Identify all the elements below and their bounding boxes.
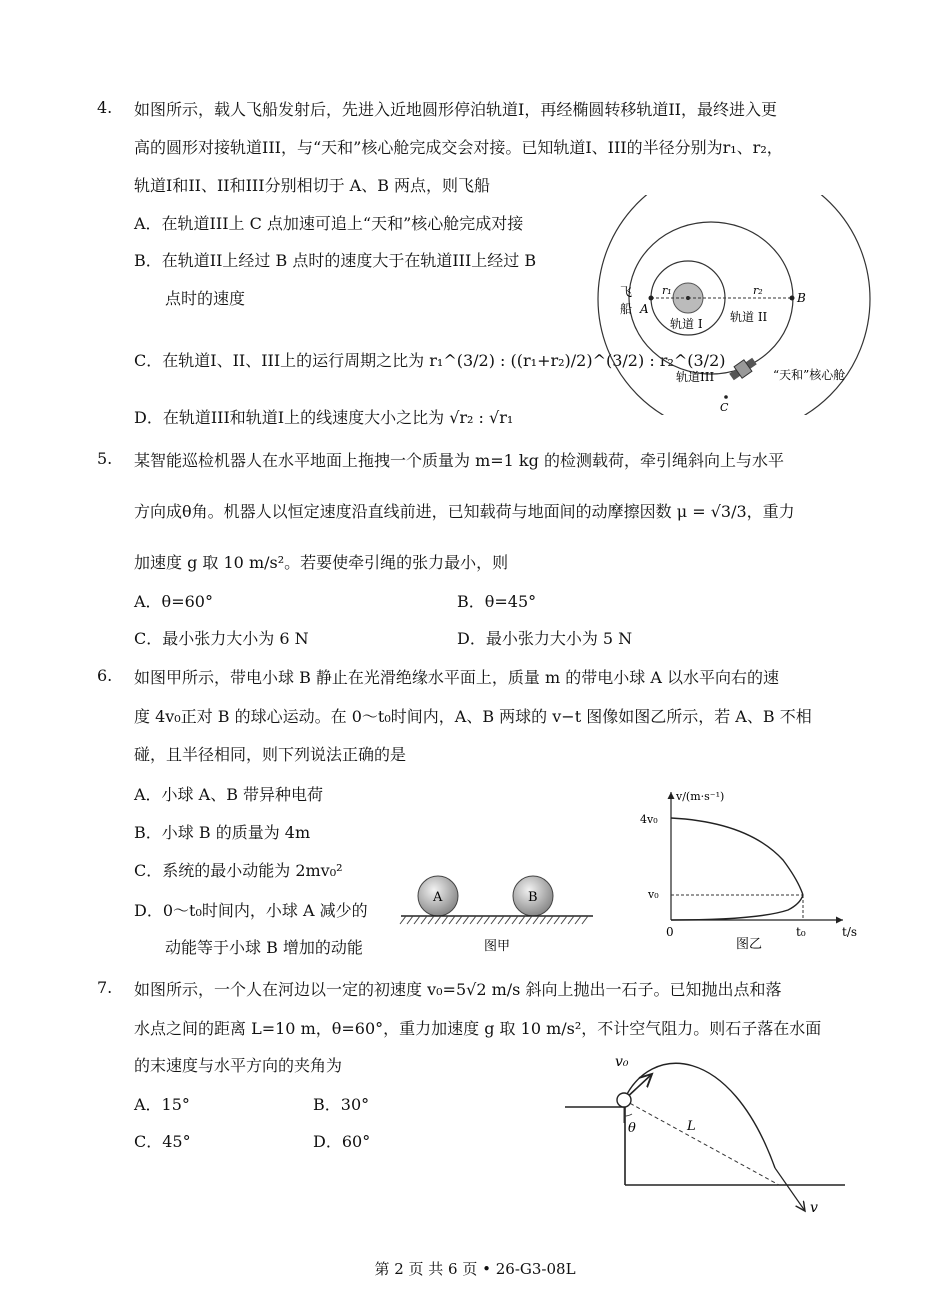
q6-figure-jia bbox=[398, 858, 598, 958]
yi-y-top: 4v₀ bbox=[640, 813, 658, 826]
final-velocity-arrow bbox=[775, 1168, 805, 1211]
q4-number: 4. bbox=[97, 98, 113, 117]
q7-stem-line-1: 如图所示，一个人在河边以一定的初速度 v₀=5√2 m/s 斜向上抛出一石子。已知抛出点和落 bbox=[134, 980, 782, 999]
q6-option-a: A．小球 A、B 带异种电荷 bbox=[134, 785, 324, 804]
label-r1: r₁ bbox=[662, 284, 672, 297]
page-footer: 第 2 页 共 6 页 • 26-G3-08L bbox=[374, 1260, 576, 1278]
q6-figure-yi bbox=[628, 780, 868, 960]
caption-yi: 图乙 bbox=[736, 937, 763, 952]
q6-option-d-cont: 动能等于小球 B 增加的动能 bbox=[165, 938, 363, 957]
q6-option-c: C．系统的最小动能为 2mv₀² bbox=[134, 861, 343, 880]
label-ship-2: 船 bbox=[620, 302, 633, 316]
q5-option-b: B．θ=45° bbox=[457, 592, 537, 611]
q5-stem-line-2: 方向成θ角。机器人以恒定速度沿直线前进，已知载荷与地面间的动摩擦因数 μ = √3/3，重力 bbox=[134, 502, 795, 521]
q7-projectile-figure bbox=[560, 1048, 860, 1223]
label-l: L bbox=[687, 1119, 696, 1134]
q5-option-d: D．最小张力大小为 5 N bbox=[457, 629, 633, 648]
q5-option-c: C．最小张力大小为 6 N bbox=[134, 629, 309, 648]
label-orbit-iii: 轨道III bbox=[676, 370, 715, 384]
q7-option-c: C．45° bbox=[134, 1132, 191, 1151]
label-b: B bbox=[797, 291, 806, 305]
label-v: v bbox=[810, 1200, 818, 1216]
q4-stem-line-2: 高的圆形对接轨道III，与“天和”核心舱完成交会对接。已知轨道I、III的半径分别为r₁、r₂， bbox=[134, 138, 783, 157]
q4-stem-line-3: 轨道I和II、II和III分别相切于 A、B 两点，则飞船 bbox=[134, 176, 491, 195]
q4-option-a: A．在轨道III上 C 点加速可追上“天和”核心舱完成对接 bbox=[134, 214, 524, 233]
curve-ball-a bbox=[671, 818, 803, 895]
label-v0: v₀ bbox=[615, 1054, 629, 1070]
q4-option-b-cont: 点时的速度 bbox=[165, 289, 246, 308]
q7-stem-line-2: 水点之间的距离 L=10 m，θ=60°，重力加速度 g 取 10 m/s²，不计空气阻力。则石子落在水面 bbox=[134, 1019, 822, 1038]
q7-stem-line-3: 的末速度与水平方向的夹角为 bbox=[134, 1056, 343, 1075]
label-orbit-i: 轨道 I bbox=[670, 317, 703, 331]
q6-stem-line-2: 度 4v₀正对 B 的球心运动。在 0～t₀时间内，A、B 两球的 v−t 图像如图乙所示，若 A、B 不相 bbox=[134, 707, 812, 726]
q5-number: 5. bbox=[97, 449, 113, 468]
q6-option-d: D．0～t₀时间内，小球 A 减少的 bbox=[134, 901, 368, 920]
q6-number: 6. bbox=[97, 666, 113, 685]
label-orbit-ii: 轨道 II bbox=[730, 310, 768, 324]
q7-number: 7. bbox=[97, 978, 113, 997]
q4-option-c: C．在轨道I、II、III上的运行周期之比为 r₁^(3/2) : ((r₁+r₂)/2)^(3/2) : r₂^(3/2) bbox=[134, 351, 726, 370]
q5-stem-line-3: 加速度 g 取 10 m/s²。若要使牵引绳的张力最小，则 bbox=[134, 553, 509, 572]
q4-option-b: B．在轨道II上经过 B 点时的速度大于在轨道III上经过 B bbox=[134, 251, 537, 270]
curve-ball-b bbox=[671, 895, 803, 920]
ball-a-label: A bbox=[433, 890, 443, 905]
point-b bbox=[790, 296, 795, 301]
ball-b-label: B bbox=[528, 890, 538, 905]
q4-option-d: D．在轨道III和轨道I上的线速度大小之比为 √r₂ : √r₁ bbox=[134, 408, 514, 427]
label-a: A bbox=[640, 302, 649, 316]
orbit-iii bbox=[598, 195, 870, 415]
label-theta: θ bbox=[628, 1121, 636, 1136]
satellite-icon bbox=[728, 355, 759, 383]
q4-stem-line-1: 如图所示，载人飞船发射后，先进入近地圆形停泊轨道I，再经椭圆转移轨道II，最终进入更 bbox=[134, 100, 777, 119]
label-r2: r₂ bbox=[753, 284, 763, 297]
yi-ylabel: v/(m·s⁻¹) bbox=[676, 790, 725, 803]
q6-stem-line-3: 碰，且半径相同，则下列说法正确的是 bbox=[134, 745, 407, 764]
yi-y-mid: v₀ bbox=[648, 888, 659, 901]
point-a bbox=[649, 296, 654, 301]
q6-stem-line-1: 如图甲所示，带电小球 B 静止在光滑绝缘水平面上，质量 m 的带电小球 A 以水平向右的速 bbox=[134, 668, 780, 687]
point-c bbox=[724, 395, 728, 399]
label-c: C bbox=[720, 401, 729, 414]
q7-option-b: B．30° bbox=[313, 1095, 370, 1114]
q4-orbit-figure bbox=[590, 195, 880, 415]
q5-option-a: A．θ=60° bbox=[134, 592, 213, 611]
label-ship-1: 飞 bbox=[620, 285, 633, 299]
q5-stem-line-1: 某智能巡检机器人在水平地面上拖拽一个质量为 m=1 kg 的检测载荷，牵引绳斜向上与水平 bbox=[134, 451, 784, 470]
launch-point bbox=[617, 1093, 631, 1107]
yi-origin: 0 bbox=[666, 925, 674, 939]
q6-option-b: B．小球 B 的质量为 4m bbox=[134, 823, 311, 842]
yi-t0: t₀ bbox=[796, 925, 806, 939]
caption-jia: 图甲 bbox=[484, 939, 511, 954]
displacement-l bbox=[624, 1100, 779, 1185]
yi-xlabel: t/s bbox=[842, 925, 858, 939]
label-tianhe: “天和”核心舱 bbox=[773, 368, 846, 382]
q7-option-a: A．15° bbox=[134, 1095, 190, 1114]
q7-option-d: D．60° bbox=[313, 1132, 371, 1151]
